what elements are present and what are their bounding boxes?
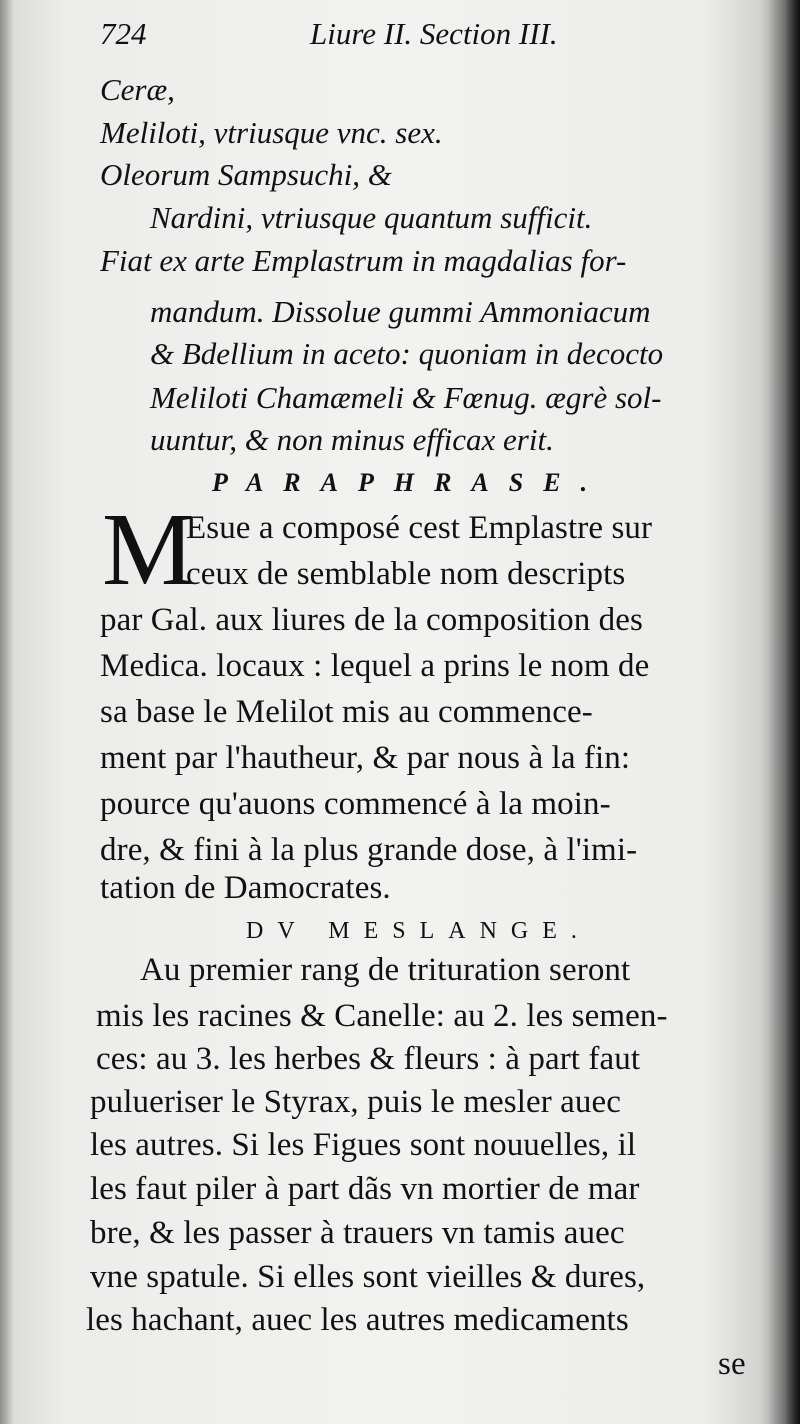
paraphrase-line: dre, & fini à la plus grande dose, à l'imi-: [100, 832, 638, 868]
section-heading-paraphrase: PARAPHRASE.: [212, 468, 608, 497]
recipe-line: Meliloti, vtriusque vnc. sex.: [100, 115, 443, 150]
page-number: 724: [100, 16, 147, 51]
binding-shadow: [760, 0, 800, 1424]
paraphrase-line: sa base le Melilot mis au commence-: [100, 694, 593, 730]
running-title: Liure II. Section III.: [310, 16, 558, 51]
paraphrase-line: Esue a composé cest Emplastre sur: [186, 510, 653, 546]
section-heading-meslange: DV MESLANGE.: [246, 918, 591, 944]
page-edge-shadow: [0, 0, 14, 1424]
meslange-line: les faut piler à part dãs vn mortier de mar: [90, 1171, 640, 1207]
recipe-line: Fiat ex arte Emplastrum in magdalias for-: [100, 243, 627, 278]
paraphrase-line: par Gal. aux liures de la composition des: [100, 602, 643, 638]
paraphrase-line: tation de Damocrates.: [100, 870, 391, 906]
paraphrase-line: Medica. locaux : lequel a prins le nom de: [100, 648, 650, 684]
running-header: [100, 16, 660, 62]
paraphrase-line: ment par l'hautheur, & par nous à la fin:: [100, 740, 631, 776]
meslange-line: Au premier rang de trituration seront: [140, 952, 631, 988]
recipe-line: mandum. Dissolue gummi Ammoniacum: [150, 294, 651, 329]
recipe-line: Ceræ,: [100, 72, 175, 107]
drop-cap: M: [102, 492, 195, 607]
recipe-line: Meliloti Chamæmeli & Fœnug. ægrè sol-: [150, 380, 662, 415]
recipe-line: & Bdellium in aceto: quoniam in decocto: [150, 336, 664, 371]
meslange-line: les hachant, auec les autres medicaments: [86, 1302, 629, 1338]
meslange-line: les autres. Si les Figues sont nouuelles, il: [90, 1127, 637, 1163]
meslange-line: pulueriser le Styrax, puis le mesler auec: [90, 1084, 622, 1120]
recipe-line: Oleorum Sampsuchi, &: [100, 157, 392, 192]
recipe-line: Nardini, vtriusque quantum sufficit.: [150, 200, 593, 235]
paraphrase-line: ceux de semblable nom descripts: [186, 556, 626, 592]
recipe-line: uuntur, & non minus efficax erit.: [150, 422, 554, 457]
paraphrase-line: pource qu'auons commencé à la moin-: [100, 786, 611, 822]
meslange-line: ces: au 3. les herbes & fleurs : à part faut: [96, 1041, 641, 1077]
meslange-line: vne spatule. Si elles sont vieilles & dures,: [90, 1259, 646, 1295]
meslange-line: mis les racines & Canelle: au 2. les semen-: [96, 998, 668, 1034]
meslange-line: bre, & les passer à trauers vn tamis auec: [90, 1215, 625, 1251]
catchword: se: [718, 1346, 746, 1382]
